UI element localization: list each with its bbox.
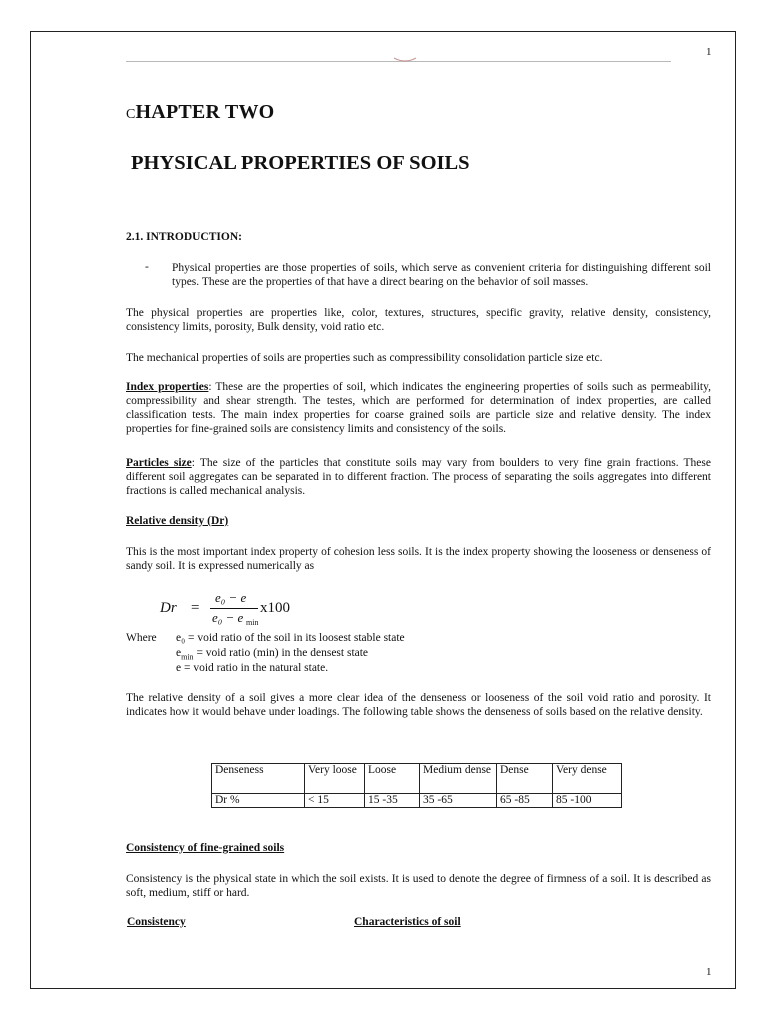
- table-cell: 15 -35: [365, 794, 420, 808]
- table-cell: Loose: [365, 764, 420, 794]
- table-cell: Medium dense: [420, 764, 497, 794]
- paragraph-index-properties: Index properties: These are the properties of soil, which indicates the engineering properties of soils such as permeability, compressibility and shear strength. The testes, which are performed for determination of index properties, are called classification tests. The main index properties for coarse grained soils are particle size and relative density. The index properties for fine-grained soils are consistency limits and consistency of the soils.: [126, 381, 711, 435]
- relative-density-formula: Dr = e₀ − e e₀ − e min x100: [160, 590, 290, 627]
- page-number-bottom: 1: [706, 966, 712, 978]
- table-cell: Very dense: [553, 764, 622, 794]
- header-ornament: [393, 57, 417, 63]
- section-heading-introduction: 2.1. INTRODUCTION:: [126, 231, 242, 243]
- table-cell: 35 -65: [420, 794, 497, 808]
- paragraph-relative-density-2: The relative density of a soil gives a more clear idea of the denseness or looseness of the soil void ratio and porosity. It indicates how it would behave under loadings. The following table shows the denseness of soils based on the relative density.: [126, 692, 711, 718]
- paragraph-physical-properties: The physical properties are properties like, color, textures, structures, specific gravity, relative density, consistency, consistency limits, porosity, Bulk density, void ratio etc.: [126, 307, 711, 333]
- table-row: [212, 764, 622, 794]
- consistency-heading: Consistency of fine-grained soils: [126, 842, 285, 854]
- consistency-column-heading: Consistency: [127, 916, 186, 928]
- chapter-heading: CHAPTER TWO: [126, 101, 275, 123]
- bullet-text: Physical properties are those properties of soils, which serve as convenient criteria for distinguishing different soil types. These are the properties of that have a direct bearing on the behavior of soil masses.: [172, 262, 711, 288]
- where-line-e: e = void ratio in the natural state.: [176, 662, 329, 674]
- characteristics-column-heading: Characteristics of soil: [354, 916, 461, 928]
- paragraph-consistency: Consistency is the physical state in which the soil exists. It is used to denote the degree of firmness of a soil. It is described as soft, medium, stiff or hard.: [126, 873, 711, 899]
- where-line-e0: e₀ = void ratio of the soil in its loosest stable state: [176, 632, 405, 644]
- table-cell: Dense: [497, 764, 553, 794]
- table-cell: Denseness: [212, 764, 305, 794]
- particle-size-label: Particles size: [126, 457, 192, 469]
- index-properties-label: Index properties: [126, 381, 209, 393]
- table-cell: Very loose: [305, 764, 365, 794]
- denseness-table: [211, 763, 622, 808]
- table-row: [212, 794, 622, 808]
- paragraph-mechanical-properties: The mechanical properties of soils are properties such as compressibility consolidation particle size etc.: [126, 352, 603, 364]
- table-cell: 85 -100: [553, 794, 622, 808]
- where-line-emin: $e_{min}$ = void ratio (min) in the densest state: [176, 647, 369, 662]
- bullet-marker: -: [145, 261, 149, 273]
- table-cell: Dr %: [212, 794, 305, 808]
- table-cell: < 15: [305, 794, 365, 808]
- paragraph-relative-density: This is the most important index property of cohesion less soils. It is the index property showing the looseness or denseness of sandy soil. It is expressed numerically as: [126, 546, 711, 572]
- paragraph-particle-size: Particles size: The size of the particles that constitute soils may vary from boulders to very fine grain fractions. These different soil aggregates can be separated in to different fraction. The process of separating the soils aggregates into different fractions is called mechanical analysis.: [126, 457, 711, 497]
- where-label: Where: [126, 632, 157, 644]
- page-title: PHYSICAL PROPERTIES OF SOILS: [131, 152, 470, 174]
- page-number-top: 1: [706, 46, 712, 58]
- relative-density-heading: Relative density (Dr): [126, 515, 229, 527]
- table-cell: 65 -85: [497, 794, 553, 808]
